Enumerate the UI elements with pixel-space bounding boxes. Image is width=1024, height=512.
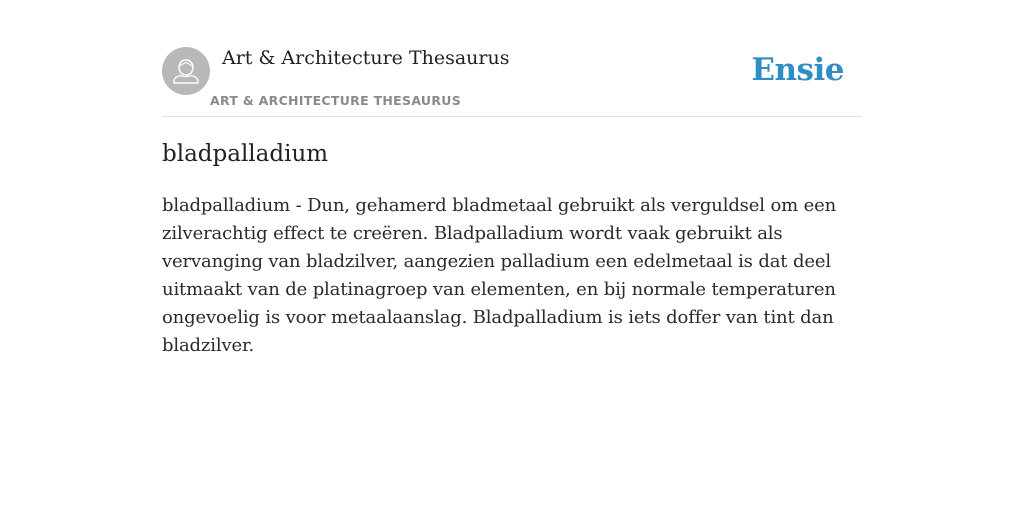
entry-title: bladpalladium bbox=[162, 141, 329, 167]
user-icon bbox=[162, 47, 210, 95]
page-container bbox=[162, 0, 862, 512]
avatar[interactable] bbox=[162, 47, 210, 95]
author-name[interactable]: Art & Architecture Thesaurus bbox=[222, 47, 510, 69]
entry-definition: bladpalladium - Dun, gehamerd bladmetaal gebruikt als verguldsel om een zilverachtig effect te creëren. Bladpalladium wordt vaak gebruikt als vervanging van bladzilver, aangezien palladium een edelmetaal is dat deel uitmaakt van de platinagroep van elementen, en bij normale temperaturen ongevoelig is voor metaalaanslag. Bladpalladium is iets doffer van tint dan bladzilver. bbox=[162, 195, 837, 356]
entry-header bbox=[162, 0, 862, 117]
ensie-logo[interactable]: Ensie bbox=[751, 52, 844, 88]
author-subtitle[interactable]: ART & ARCHITECTURE THESAURUS bbox=[210, 93, 462, 108]
